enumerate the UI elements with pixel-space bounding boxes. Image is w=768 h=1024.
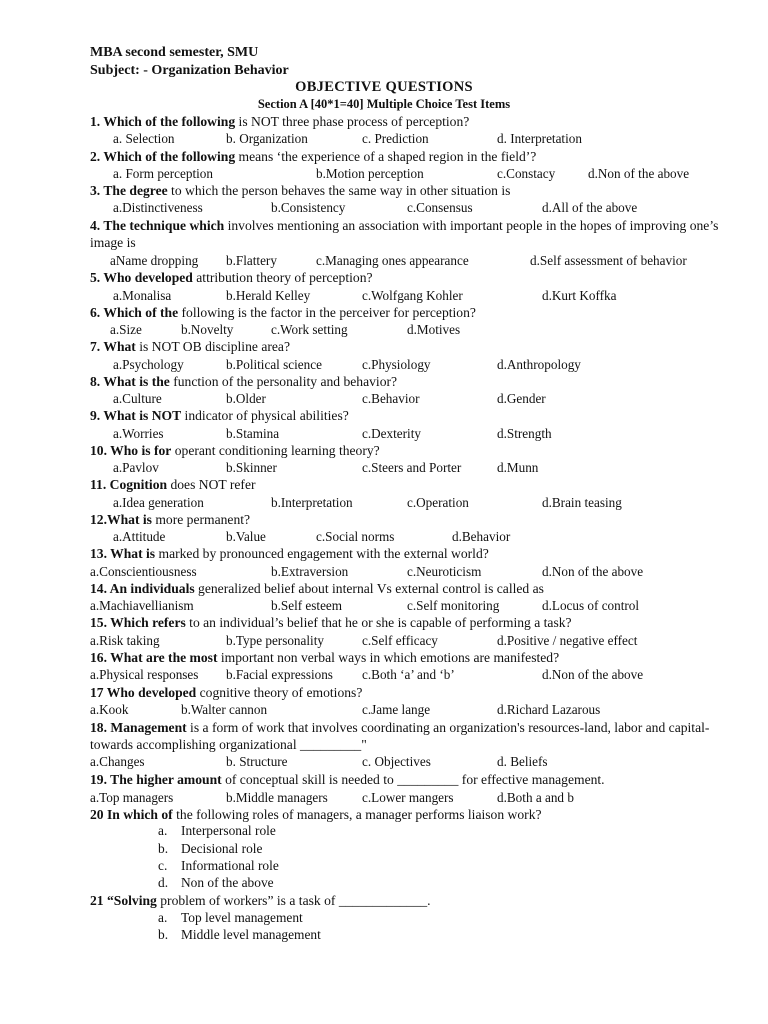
- question-20-option-d[interactable]: d. Non of the above: [158, 875, 274, 890]
- question-14: 14. An individuals generalized belief about internal Vs external control is called as: [90, 581, 544, 596]
- header-course: MBA second semester, SMU: [90, 45, 259, 60]
- question-12-options: [0, 529, 768, 546]
- option-c[interactable]: c.Constacy: [497, 166, 556, 181]
- option-d[interactable]: d.Non of the above: [542, 667, 644, 682]
- option-a[interactable]: a. Selection: [113, 131, 175, 146]
- question-20-option-a[interactable]: a. Interpersonal role: [158, 823, 276, 838]
- option-b[interactable]: b.Flattery: [226, 253, 277, 268]
- option-c[interactable]: c.Both ‘a’ and ‘b’: [362, 667, 455, 682]
- option-b[interactable]: b.Herald Kelley: [226, 288, 311, 303]
- question-2: 2. Which of the following means ‘the experience of a shaped region in the field’?: [90, 149, 537, 164]
- option-d[interactable]: d.Behavior: [452, 529, 511, 544]
- option-d[interactable]: d.Motives: [407, 322, 461, 337]
- option-b[interactable]: b.Middle managers: [226, 790, 328, 805]
- option-b[interactable]: b.Older: [226, 391, 266, 406]
- option-c[interactable]: c.Neuroticism: [407, 564, 482, 579]
- option-d[interactable]: d. Interpretation: [497, 131, 582, 146]
- header-subject: Subject: - Organization Behavior: [90, 63, 289, 78]
- option-d[interactable]: d.Gender: [497, 391, 546, 406]
- question-14-options: [0, 598, 768, 615]
- question-8-options: [0, 391, 768, 408]
- question-16-options: [0, 667, 768, 684]
- question-15-options: [0, 633, 768, 650]
- question-4: 4. The technique which involves mentioning an association with important people in the hopes of improving one’s image is: [90, 218, 719, 251]
- option-d[interactable]: d.Richard Lazarous: [497, 702, 601, 717]
- question-18: 18. Management is a form of work that involves coordinating an organization's resources-land, labor and capital-towards accomplishing organizational _________": [90, 720, 710, 753]
- option-c[interactable]: c.Social norms: [316, 529, 395, 544]
- option-c[interactable]: c.Work setting: [271, 322, 348, 337]
- option-a[interactable]: a.Top managers: [90, 790, 174, 805]
- option-c[interactable]: c.Self efficacy: [362, 633, 438, 648]
- question-21-option-b[interactable]: b. Middle level management: [158, 927, 321, 942]
- question-16: 16. What are the most important non verbal ways in which emotions are manifested?: [90, 650, 560, 665]
- question-13-options: [0, 564, 768, 581]
- option-a[interactable]: a.Changes: [90, 754, 145, 769]
- option-b[interactable]: b.Interpretation: [271, 495, 353, 510]
- question-21-option-a[interactable]: a. Top level management: [158, 910, 303, 925]
- question-20-option-c[interactable]: c. Informational role: [158, 858, 279, 873]
- option-d[interactable]: d.Both a and b: [497, 790, 574, 805]
- question-4-options: [0, 253, 768, 270]
- question-19: 19. The higher amount of conceptual skill is needed to _________ for effective management.: [90, 772, 605, 787]
- question-11: 11. Cognition does NOT refer: [90, 477, 256, 492]
- question-3-options: [0, 200, 768, 217]
- option-c[interactable]: c.Jame lange: [362, 702, 431, 717]
- option-d[interactable]: d. Beliefs: [497, 754, 548, 769]
- question-9: 9. What is NOT indicator of physical abilities?: [90, 408, 349, 423]
- option-c[interactable]: c.Operation: [407, 495, 469, 510]
- option-a[interactable]: a.Risk taking: [90, 633, 160, 648]
- option-c[interactable]: c.Consensus: [407, 200, 473, 215]
- option-b[interactable]: b.Novelty: [181, 322, 234, 337]
- option-a[interactable]: a.Pavlov: [113, 460, 159, 475]
- option-a[interactable]: aName dropping: [110, 253, 199, 268]
- option-c[interactable]: c. Prediction: [362, 131, 429, 146]
- option-d[interactable]: d.Brain teasing: [542, 495, 622, 510]
- option-a[interactable]: a. Form perception: [113, 166, 213, 181]
- question-15: 15. Which refers to an individual’s belief that he or she is capable of performing a task?: [90, 615, 572, 630]
- question-8: 8. What is the function of the personality and behavior?: [90, 374, 398, 389]
- question-5-options: [0, 288, 768, 305]
- option-d[interactable]: d.Self assessment of behavior: [530, 253, 687, 268]
- option-a[interactable]: a.Machiavellianism: [90, 598, 194, 613]
- question-1: 1. Which of the following is NOT three phase process of perception?: [90, 114, 470, 129]
- question-2-options: [0, 166, 768, 183]
- option-b[interactable]: b.Political science: [226, 357, 322, 372]
- option-b[interactable]: b.Type personality: [226, 633, 324, 648]
- option-b[interactable]: b.Self esteem: [271, 598, 343, 613]
- option-c[interactable]: c.Managing ones appearance: [316, 253, 469, 268]
- option-b[interactable]: b.Value: [226, 529, 266, 544]
- question-19-options: [0, 790, 768, 807]
- option-d[interactable]: d.Strength: [497, 426, 552, 441]
- question-3: 3. The degree to which the person behaves the same way in other situation is: [90, 183, 511, 198]
- option-d[interactable]: d.Positive / negative effect: [497, 633, 638, 648]
- option-d[interactable]: d.Anthropology: [497, 357, 581, 372]
- option-d[interactable]: d.Kurt Koffka: [542, 288, 617, 303]
- option-a[interactable]: a.Worries: [113, 426, 164, 441]
- option-a[interactable]: a.Culture: [113, 391, 162, 406]
- question-10-options: [0, 460, 768, 477]
- option-c[interactable]: c. Objectives: [362, 754, 431, 769]
- option-d[interactable]: d.Non of the above: [542, 564, 644, 579]
- option-c[interactable]: c.Dexterity: [362, 426, 421, 441]
- option-a[interactable]: a.Distinctiveness: [113, 200, 203, 215]
- option-c[interactable]: c.Self monitoring: [407, 598, 500, 613]
- question-20-option-b[interactable]: b. Decisional role: [158, 841, 263, 856]
- option-b[interactable]: b.Extraversion: [271, 564, 349, 579]
- question-20: 20 In which of the following roles of managers, a manager performs liaison work?: [90, 807, 542, 822]
- question-7-options: [0, 357, 768, 374]
- option-b[interactable]: b.Stamina: [226, 426, 280, 441]
- option-c[interactable]: c.Steers and Porter: [362, 460, 462, 475]
- option-b[interactable]: b.Motion perception: [316, 166, 424, 181]
- option-d[interactable]: d.All of the above: [542, 200, 638, 215]
- page-title: OBJECTIVE QUESTIONS: [295, 79, 473, 95]
- option-a[interactable]: a.Idea generation: [113, 495, 204, 510]
- question-17-options: [0, 702, 768, 719]
- option-b[interactable]: b. Structure: [226, 754, 288, 769]
- question-17: 17 Who developed cognitive theory of emotions?: [90, 685, 363, 700]
- question-18-options: [0, 754, 768, 771]
- option-a[interactable]: a.Psychology: [113, 357, 184, 372]
- option-a[interactable]: a.Monalisa: [113, 288, 172, 303]
- option-c[interactable]: c.Behavior: [362, 391, 420, 406]
- option-d[interactable]: d.Munn: [497, 460, 539, 475]
- option-b[interactable]: b.Walter cannon: [181, 702, 268, 717]
- question-10: 10. Who is for operant conditioning learning theory?: [90, 443, 380, 458]
- question-6: 6. Which of the following is the factor in the perceiver for perception?: [90, 305, 476, 320]
- option-b[interactable]: b.Facial expressions: [226, 667, 333, 682]
- question-13: 13. What is marked by pronounced engagement with the external world?: [90, 546, 489, 561]
- section-heading: Section A [40*1=40] Multiple Choice Test Items: [257, 97, 511, 111]
- option-b[interactable]: b.Consistency: [271, 200, 346, 215]
- option-b[interactable]: b. Organization: [226, 131, 308, 146]
- option-a[interactable]: a.Physical responses: [90, 667, 199, 682]
- question-6-options: [0, 322, 768, 339]
- option-a[interactable]: a.Conscientiousness: [90, 564, 197, 579]
- question-9-options: [0, 426, 768, 443]
- question-5: 5. Who developed attribution theory of perception?: [90, 270, 373, 285]
- option-a[interactable]: a.Kook: [90, 702, 129, 717]
- option-d[interactable]: d.Non of the above: [588, 166, 690, 181]
- option-c[interactable]: c.Physiology: [362, 357, 431, 372]
- question-1-options: [0, 131, 768, 148]
- option-a[interactable]: a.Size: [110, 322, 142, 337]
- question-21: 21 “Solving problem of workers” is a task of _____________.: [90, 893, 431, 908]
- question-11-options: [0, 495, 768, 512]
- option-c[interactable]: c.Lower mangers: [362, 790, 454, 805]
- option-b[interactable]: b.Skinner: [226, 460, 277, 475]
- option-d[interactable]: d.Locus of control: [542, 598, 640, 613]
- option-c[interactable]: c.Wolfgang Kohler: [362, 288, 463, 303]
- option-a[interactable]: a.Attitude: [113, 529, 166, 544]
- question-7: 7. What is NOT OB discipline area?: [90, 339, 290, 354]
- question-12: 12.What is more permanent?: [90, 512, 251, 527]
